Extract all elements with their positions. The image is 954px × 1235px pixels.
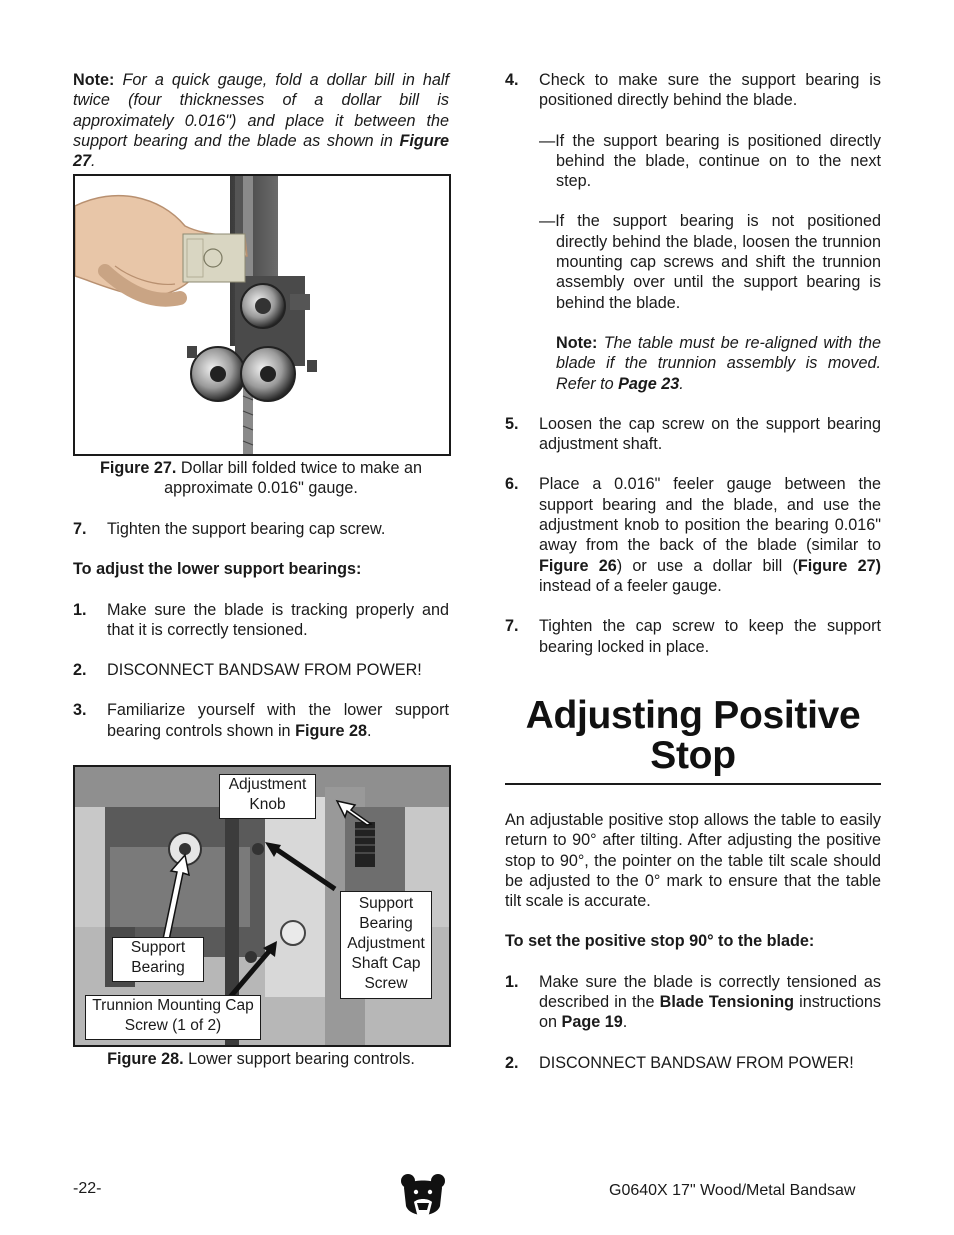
step-text: Make sure the blade is tracking properly and that it is correctly tensioned. [107,600,449,639]
step-number: 6. [505,475,519,494]
step-text: Place a 0.016" feeler gauge between the support bearing and the blade, and use the adjustment knob to position the bearing 0.016" away from the back of the blade (similar to [539,475,881,555]
bear-logo-icon [400,1172,446,1224]
step-text-mid: instructions on [539,993,881,1032]
positive-stop-intro: An adjustable positive stop allows the table to easily return to 90° after tilting. After adjusting the positive stop to 90°, the pointer on the table tilt scale should be adjusted to the 0° mark to ensure that the table tilt scale is accurate. [505,811,881,911]
figure-28-ref: Figure 28 [295,721,368,740]
page-number: -22- [73,1180,102,1197]
step-2-right [505,1053,881,1073]
step-number: 5. [505,414,519,433]
section-title: Adjusting Positive Stop [525,694,861,777]
step-number: 2. [73,661,87,680]
step-2-left [73,660,449,680]
note-figure-ref: Figure 27 [73,131,449,171]
step-text: Loosen the cap screw on the support bearing adjustment shaft. [539,414,881,454]
step-number: 7. [73,520,87,538]
figure-28-label: Figure 28. [107,1050,184,1068]
step-text: Tighten the support bearing cap screw. [107,520,386,538]
figure-28-caption-text: Lower support bearing controls. [188,1050,415,1068]
positive-stop-heading: To set the positive stop 90° to the blade: [505,932,815,951]
note-text: For a quick gauge, fold a dollar bill in half twice (four thicknesses of a dollar bill is approximately 0.016") and place it between the support bearing and the blade as shown in [73,71,450,150]
step-4-option-a: —If the support bearing is positioned directly behind the blade, continue on to the next step. [539,131,881,191]
step-5-right [505,414,881,455]
blade-tensioning-ref: Blade Tensioning [659,993,794,1012]
step-text-mid: ) or use a dollar bill ( [616,556,798,575]
footer-model: G0640X 17" Wood/Metal Bandsaw [609,1182,856,1199]
figure-27-photo [73,174,451,456]
step-text: DISCONNECT BANDSAW FROM POWER! [107,661,422,680]
callout-support-bearing: Support Bearing [112,937,204,982]
figure-27-caption-text: Dollar bill folded twice to make an approximate 0.016" gauge. [164,459,423,498]
step-7-left [73,519,449,539]
page-ref: Page 23 [618,374,680,393]
step-4-right [505,70,881,111]
step-4-option-b: —If the support bearing is not positioned directly behind the blade, loosen the trunnion mounting cap screws and shift the trunnion assembly over until the support bearing is behind the blade. [539,212,881,312]
quick-gauge-note: Note: For a quick gauge, fold a dollar bill in half twice (four thicknesses of a dollar bill is approximately 0.016") and place it between the support bearing and the blade as shown in Figure 27. [73,71,450,171]
step-1-right: 1. Make sure the blade is correctly tensioned as described in the Blade Tensioning instructions on Page 19. [505,972,881,1032]
step-number: 7. [505,617,519,636]
step-1-left [73,600,449,641]
step-4-note: Note: The table must be re-aligned with the blade if the trunnion assembly is moved. Refer to Page 23. [556,333,882,393]
step-text-end: instead of a feeler gauge. [539,576,722,595]
lower-bearings-heading: To adjust the lower support bearings: [73,560,362,579]
step-number: 3. [73,701,87,720]
step-6-right [505,474,881,596]
step-text: Familiarize yourself with the lower support bearing controls shown in [107,701,449,740]
page-19-ref: Page 19 [561,1013,623,1032]
step-3-left: 3. Familiarize yourself with the lower support bearing controls shown in Figure 28. [73,701,449,740]
callout-adjustment-knob: Adjustment Knob [219,774,316,819]
note-label: Note: [73,71,115,89]
note-text: The table must be re-aligned with the blade if the trunnion assembly is moved. Refer to [556,333,882,393]
right-column [505,70,881,657]
step-text: DISCONNECT BANDSAW FROM POWER! [539,1053,854,1072]
step-number: 4. [505,71,519,89]
figure-26-ref: Figure 26 [539,556,617,575]
figure-27-ref: Figure 27) [797,556,881,575]
section-rule [505,783,881,785]
right-lower-text [505,810,881,1073]
step-number: 1. [73,600,87,619]
figure-27-label: Figure 27. [99,459,177,477]
left-lower-text [73,519,449,741]
note-label: Note: [556,333,598,352]
figure-27-caption [73,458,449,499]
step-text: Tighten the cap screw to keep the support bearing locked in place. [539,617,881,656]
callout-shaft-cap-screw: Support Bearing Adjustment Shaft Cap Screw [340,891,432,999]
left-column [73,70,449,171]
step-7-right [505,616,881,657]
step-text: Check to make sure the support bearing is positioned directly behind the blade. [539,71,881,110]
step-number: 1. [505,972,519,991]
step-text: Make sure the blade is correctly tensioned as described in the [539,972,881,1012]
callout-trunnion-screw: Trunnion Mounting Cap Screw (1 of 2) [85,995,261,1040]
step-number: 2. [505,1053,519,1072]
bandsaw-upper-bearing-image [75,176,449,454]
figure-28-caption [73,1049,449,1069]
